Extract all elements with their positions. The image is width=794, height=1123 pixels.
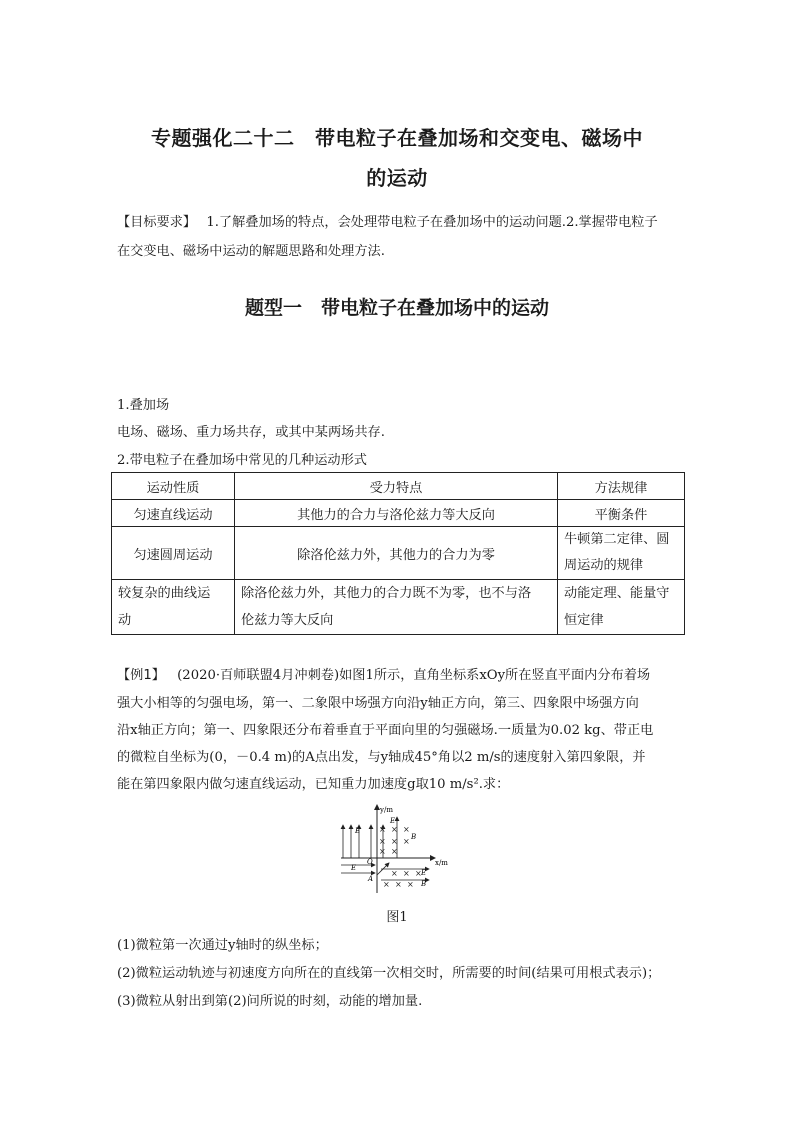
question-3: (3)微粒从射出到第(2)问所说的时刻，动能的增加量. [117,994,423,1009]
section-title: 题型一 带电粒子在叠加场中的运动 [244,297,549,319]
objective-text1: 1.了解叠加场的特点，会处理带电粒子在叠加场中的运动问题.2.掌握带电粒子 [206,215,658,230]
question-1: (1)微粒第一次通过y轴时的纵坐标； [117,938,328,953]
svg-text:×: × [403,825,410,834]
table-cell [235,527,558,580]
table-header-cell: 受力特点 [235,473,558,500]
point1-text: 电场、磁场、重力场共存，或其中某两场共存. [117,425,385,440]
svg-text:×: × [395,880,402,889]
cell-line: 动能定理、能量守 [564,586,670,601]
svg-text:×: × [391,869,398,878]
cell-line: 牛顿第二定律、圆 [564,532,670,547]
e-label: E [351,864,357,872]
figure-caption: 图1 [386,910,408,925]
example-line1 [117,664,650,683]
question-2: (2)微粒运动轨迹与初速度方向所在的直线第一次相交时，所需要的时间(结果可用根式表示)； [117,966,661,981]
svg-text:×: × [379,837,386,846]
objective-line1 [117,211,658,230]
b-label: B [411,833,417,841]
example-line2: 强大小相等的匀强电场，第一、二象限中场强方向沿y轴正方向，第三、四象限中场强方向 [117,696,639,711]
cell-line: 平衡条件 [594,507,648,523]
svg-text:×: × [379,825,386,834]
cell-line: 恒定律 [564,613,604,628]
cell-line: 伦兹力等大反向 [241,613,334,628]
svg-text:×: × [391,837,398,846]
cell-line: 较复杂的曲线运 [118,586,211,601]
table-cell [558,580,685,635]
example-line3: 沿x轴正方向；第一、四象限还分布着垂直于平面向里的匀强磁场.一质量为0.02 kg、带正电 [117,723,654,738]
cell-line: 动 [118,613,132,628]
table-cell [558,500,685,527]
svg-text:×: × [403,837,410,846]
svg-text:×: × [391,847,398,856]
cell-line: 其他力的合力与洛伦兹力等大反向 [297,507,495,523]
cell-line: 周运动的规律 [564,558,644,573]
table-cell [235,500,558,527]
example-line4: 的微粒自坐标为(0，－0.4 m)的A点出发，与y轴成45°角以2 m/s的速度射入第四象限，并 [117,750,646,765]
table-cell [235,580,558,635]
b-label: B [421,880,427,888]
e-label: E [421,869,427,877]
svg-text:×: × [415,869,422,878]
table-header-cell: 运动性质 [112,473,235,500]
example-tag: 【例1】 [117,668,165,683]
page-title-line2: 的运动 [366,166,428,190]
motion-forms-table [111,472,685,635]
e-label: E [355,827,361,835]
cell-line: 匀速直线运动 [133,507,213,523]
table-cell [558,527,685,580]
svg-text:×: × [407,880,414,889]
y-axis-label: y/m [380,806,393,814]
page-title-line1: 专题强化二十二 带电粒子在叠加场和交变电、磁场中 [151,126,643,150]
table-header-cell: 方法规律 [558,473,685,500]
point2-heading: 2.带电粒子在叠加场中常见的几种运动形式 [117,453,367,468]
objective-tag: 【目标要求】 [117,215,197,230]
e-label: E [390,817,396,825]
origin-label: O [367,858,373,866]
table-cell [112,580,235,635]
svg-text:×: × [383,880,390,889]
example-text: (2020·百师联盟4月冲刺卷)如图1所示，直角坐标系xOy所在竖直平面内分布着场 [177,668,651,683]
x-axis-label: x/m [435,859,448,867]
objective-line2: 在交变电、磁场中运动的解题思路和处理方法. [117,244,385,259]
point-a-label: A [368,875,374,883]
svg-text:×: × [379,847,386,856]
table-row [112,500,685,527]
table-header-row [112,473,685,500]
svg-text:×: × [403,869,410,878]
table-cell [112,527,235,580]
table-row [112,527,685,580]
table-cell [112,500,235,527]
cell-line: 匀速圆周运动 [133,547,213,563]
svg-text:×: × [391,825,398,834]
cell-line: 除洛伦兹力外，其他力的合力为零 [297,547,495,563]
table-row [112,580,685,635]
field-diagram [335,803,455,895]
point1-heading: 1.叠加场 [117,398,170,413]
cell-line: 除洛伦兹力外，其他力的合力既不为零，也不与洛 [241,586,532,601]
example-line5: 能在第四象限内做匀速直线运动，已知重力加速度g取10 m/s².求： [117,777,510,792]
